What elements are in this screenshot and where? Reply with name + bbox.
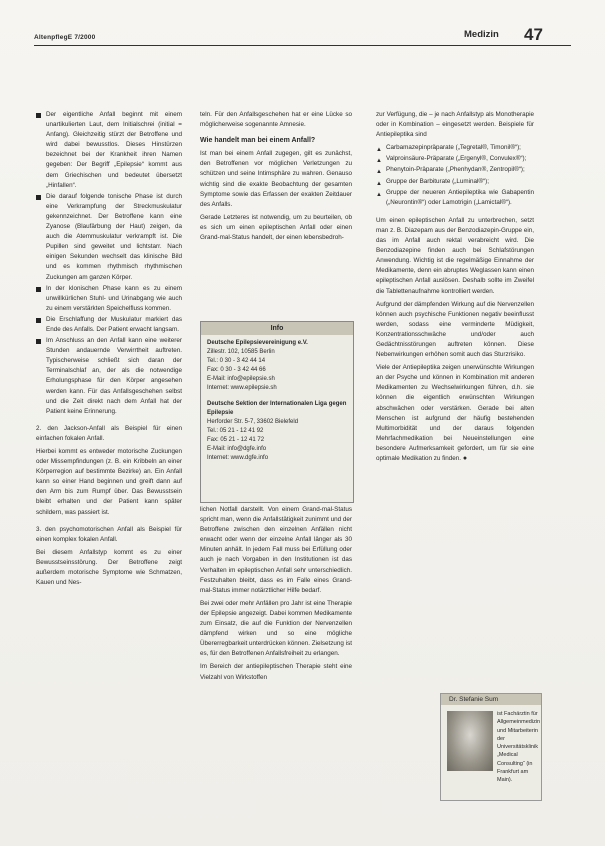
paragraph: Viele der Antiepileptika zeigen unerwünschte Wirkungen an der Psyche und können in Kombination mit anderen Medikamenten zu Wechselwirkungen führen, d.h. sie können die eigentlich erwünschten Wirkungen abschwächen oder verstärken. Gerade bei alten Menschen ist aufgrund der häufig bestehenden Multimorbidität und der daraus folgenden Mehrfachmedikation bei Neueinstellungen eine besondere Aufmerksamkeit gefordert, um für sie eine optimale Medikation zu finden. ● [376, 364, 534, 462]
info-box-title: Info [201, 322, 353, 335]
list-item: Der eigentliche Anfall beginnt mit einem unartikulierten Laut, dem Initialschrei (initial = Anfang). Gleichzeitig stürzt der Betroffene und wird dabei bewusstlos. Dieses Hinstürzen bezeichnet bei der Krankheit ihren Namen gegeben: Der Begriff „Epilepsie“ kommt aus dem Griechischen und bedeutet übersetzt „Hinfallen“. [36, 110, 182, 191]
email: E-Mail: info@dgfe.info [207, 446, 267, 452]
paragraph: 3. den psychomotorischen Anfall als Beispiel für einen komplex fokalen Anfall. [36, 525, 182, 543]
paragraph: Bei zwei oder mehr Anfällen pro Jahr ist eine Therapie der Epilepsie angezeigt. Dabei kommen Medikamente zum Einsatz, die auf die Funktion der Nervenzellen dämpfend wirken und so eine mögliche Übererregbarkeit unterdrücken können. Zielsetzung ist es, für den Betroffenen Anfallsfreiheit zu erlangen. [200, 599, 352, 658]
info-box [200, 321, 354, 503]
address: Herforder Str. 5-7, 33602 Bielefeld [207, 419, 299, 425]
bullet-icon [36, 113, 41, 118]
column-2 [200, 110, 352, 246]
paragraph: 2. den Jackson-Anfall als Beispiel für einen einfachen fokalen Anfall. [36, 424, 182, 442]
paragraph: lichen Notfall darstellt. Von einem Grand-mal-Status spricht man, wenn die Anfallstätigkeit zunimmt und der Betroffene zwischen den einzelnen Anfällen nicht erwacht oder wenn der einzelne Anfall länger als 30 Minuten anhält. In jedem Fall muss bei Erfüllung oder auch je nach Vorgaben in den Institutionen ist das Verhalten im epileptischen Anfall sehr unterschiedlich. Festzuhalten bleibt, dass es im Falle eines Grand-mal-Status immer notärztlicher Hilfe bedarf. [200, 506, 352, 594]
bullet-icon [36, 339, 41, 344]
journal-issue: AltenpflegE 7/2000 [34, 34, 96, 41]
organization-name: Deutsche Sektion der Internationalen Liga gegen Epilepsie [207, 401, 347, 416]
triangle-bullet-icon: ▲ [376, 169, 382, 176]
list-item: Im Anschluss an den Anfall kann eine weiterer Stunden andauernde Verwirrtheit auftreten. Typischerweise schließt sich daran der Terminalschlaf an, der als die notwendige Erholungsphase für den Körper angesehen werden kann. Für das Anfallsgeschehen selbst und die Zeit direkt nach dem Anfall hat der Patient keine Erinnerung. [36, 336, 182, 417]
column-1 [36, 110, 182, 591]
author-name: Dr. Stefanie Sum [441, 694, 541, 705]
triangle-bullet-icon: ▲ [376, 158, 382, 165]
organization-name: Deutsche Epilepsievereinigung e.V. [207, 340, 308, 346]
header-rule [34, 45, 571, 46]
list-item: ▲ Phenytoin-Präparate („Phenhydan®, Zentropil®“); [376, 165, 534, 175]
bullet-icon [36, 287, 41, 292]
email: E-Mail: info@epilepsie.sh [207, 376, 275, 382]
website: Internet: www.epilepsie.sh [207, 385, 277, 391]
fax: Fax: 05 21 - 12 41 72 [207, 437, 265, 443]
fax: Fax: 0 30 - 3 42 44 66 [207, 367, 266, 373]
seizure-phase-list [36, 110, 182, 417]
paragraph: Ist man bei einem Anfall zugegen, gilt es zunächst, den Betroffenen vor möglichen Verletzungen zu schützen und seine Intimsphäre zu wahren. Genauso wichtig sind die exakte Beobachtung der gesamten Symptome sowie das Erfassen der exakten Zeitdauer des Anfalls. [200, 150, 352, 208]
section-heading: Wie handelt man bei einem Anfall? [200, 137, 316, 145]
column-2-continued [200, 505, 352, 686]
paragraph: zur Verfügung, die – je nach Anfallstyp als Monotherapie oder in Kombination – eingesetzt werden. Beispiele für Antiepileptika sind [376, 111, 534, 139]
section-title: Medizin [464, 29, 499, 40]
list-item: Die darauf folgende tonische Phase ist durch eine Verkrampfung der Streckmuskulatur gekennzeichnet. Der Betroffene kann eine Zyanose (Blaufärbung der Haut) zeigen, da auch die Atemmuskulatur verkrampft ist. Die Pupillen sind geweitet und lichtstarr. Nach einigen Sekunden wechselt das klinische Bild und es kommen rhythmisch rhythmischen Zuckungen am ganzen Körper. [36, 192, 182, 283]
address: Zillestr. 102, 10585 Berlin [207, 349, 275, 355]
list-item: ▲ Gruppe der neueren Antiepileptika wie Gabapentin („Neurontin®“) oder Lamotrigin („Lamictal®“). [376, 188, 534, 206]
triangle-bullet-icon: ▲ [376, 147, 382, 154]
paragraph: Gerade Letzteres ist notwendig, um zu beurteilen, ob es sich um einen epileptischen Anfall oder einen Grand-mal-Status handelt, der einen lebensbedroh- [200, 213, 352, 242]
paragraph: Bei diesem Anfallstyp kommt es zu einer Bewusstseinsstörung. Der Betroffene zeigt außerdem motorische Symptome wie Schmatzen, Kauen und Nes- [36, 548, 182, 587]
paragraph: Um einen epileptischen Anfall zu unterbrechen, setzt man z. B. Diazepam aus der Benzodiazepin-Gruppe ein, das im Anfall auch rektal verabreicht wird. Die Benzodiazepine finden auch bei Schlafstörungen Anwendung. Wichtig ist die regelmäßige Einnahme der Medikamente, denn ein abruptes Weglassen kann einen epileptischen Anfall auslösen. Deshalb sollte im Zweifel die Tablettenaufnahme kontrolliert werden. [376, 216, 534, 295]
phone: Tel.: 05 21 - 12 41 92 [207, 428, 264, 434]
author-bio: ist Fachärztin für Allgemeinmedizin und Mitarbeiterin der Universitätsklinik „Medical Consulting“ (in Frankfurt am Main). [497, 711, 541, 784]
column-3 [376, 110, 534, 467]
end-of-article-icon: ● [462, 455, 468, 462]
author-photo [447, 711, 493, 771]
info-box-body [201, 335, 353, 467]
list-item: ▲ Carbamazepinpräparate („Tegretal®, Timonil®“); [376, 143, 534, 153]
list-item: In der klonischen Phase kann es zu einem unwillkürlichen Stuhl- und Urinabgang wie auch zu einem verstärkten Speichelfluss kommen. [36, 284, 182, 314]
bullet-icon [36, 318, 41, 323]
paragraph: Hierbei kommt es entweder motorische Zuckungen oder Missempfindungen (z. B. ein Kribbeln an einer Körperregion auf bestimmte Bezirke) an. Ein Anfall kann so einer Hand beginnen und greift dann auf den Arm bis zum Rumpf über. Das Bewusstsein bleibt erhalten und der Patient kann später schildern, was passiert ist. [36, 448, 182, 516]
paragraph: Im Bereich der antiepileptischen Therapie steht eine Vielzahl von Wirkstoffen [200, 663, 352, 681]
triangle-bullet-icon: ▲ [376, 180, 382, 187]
phone: Tel.: 0 30 - 3 42 44 14 [207, 358, 266, 364]
drug-list [376, 143, 534, 208]
list-item: ▲ Gruppe der Barbiturate („Luminal®“); [376, 177, 534, 187]
website: Internet: www.dgfe.info [207, 455, 269, 461]
paragraph: Aufgrund der dämpfenden Wirkung auf die Nervenzellen können auch psychische Funktionen negativ beeinflusst werden, sodass eine verminderte Müdigkeit, Konzentrationsschwäche und/oder auch Gedächtnisstörungen auftreten können. Diese Nebenwirkungen erhöhen somit auch das Sturzrisiko. [376, 300, 534, 359]
triangle-bullet-icon: ▲ [376, 191, 382, 198]
page-number: 47 [524, 25, 543, 44]
list-item: ▲ Valproinsäure-Präparate („Ergenyl®, Convulex®“); [376, 154, 534, 164]
bullet-icon [36, 195, 41, 200]
list-item: Die Erschlaffung der Muskulatur markiert das Ende des Anfalls. Der Patient erwacht langsam. [36, 315, 182, 335]
paragraph: teln. Für den Anfallsgeschehen hat er eine Lücke so möglicherweise sogenannte Amnesie. [200, 111, 352, 129]
author-box [440, 693, 542, 801]
